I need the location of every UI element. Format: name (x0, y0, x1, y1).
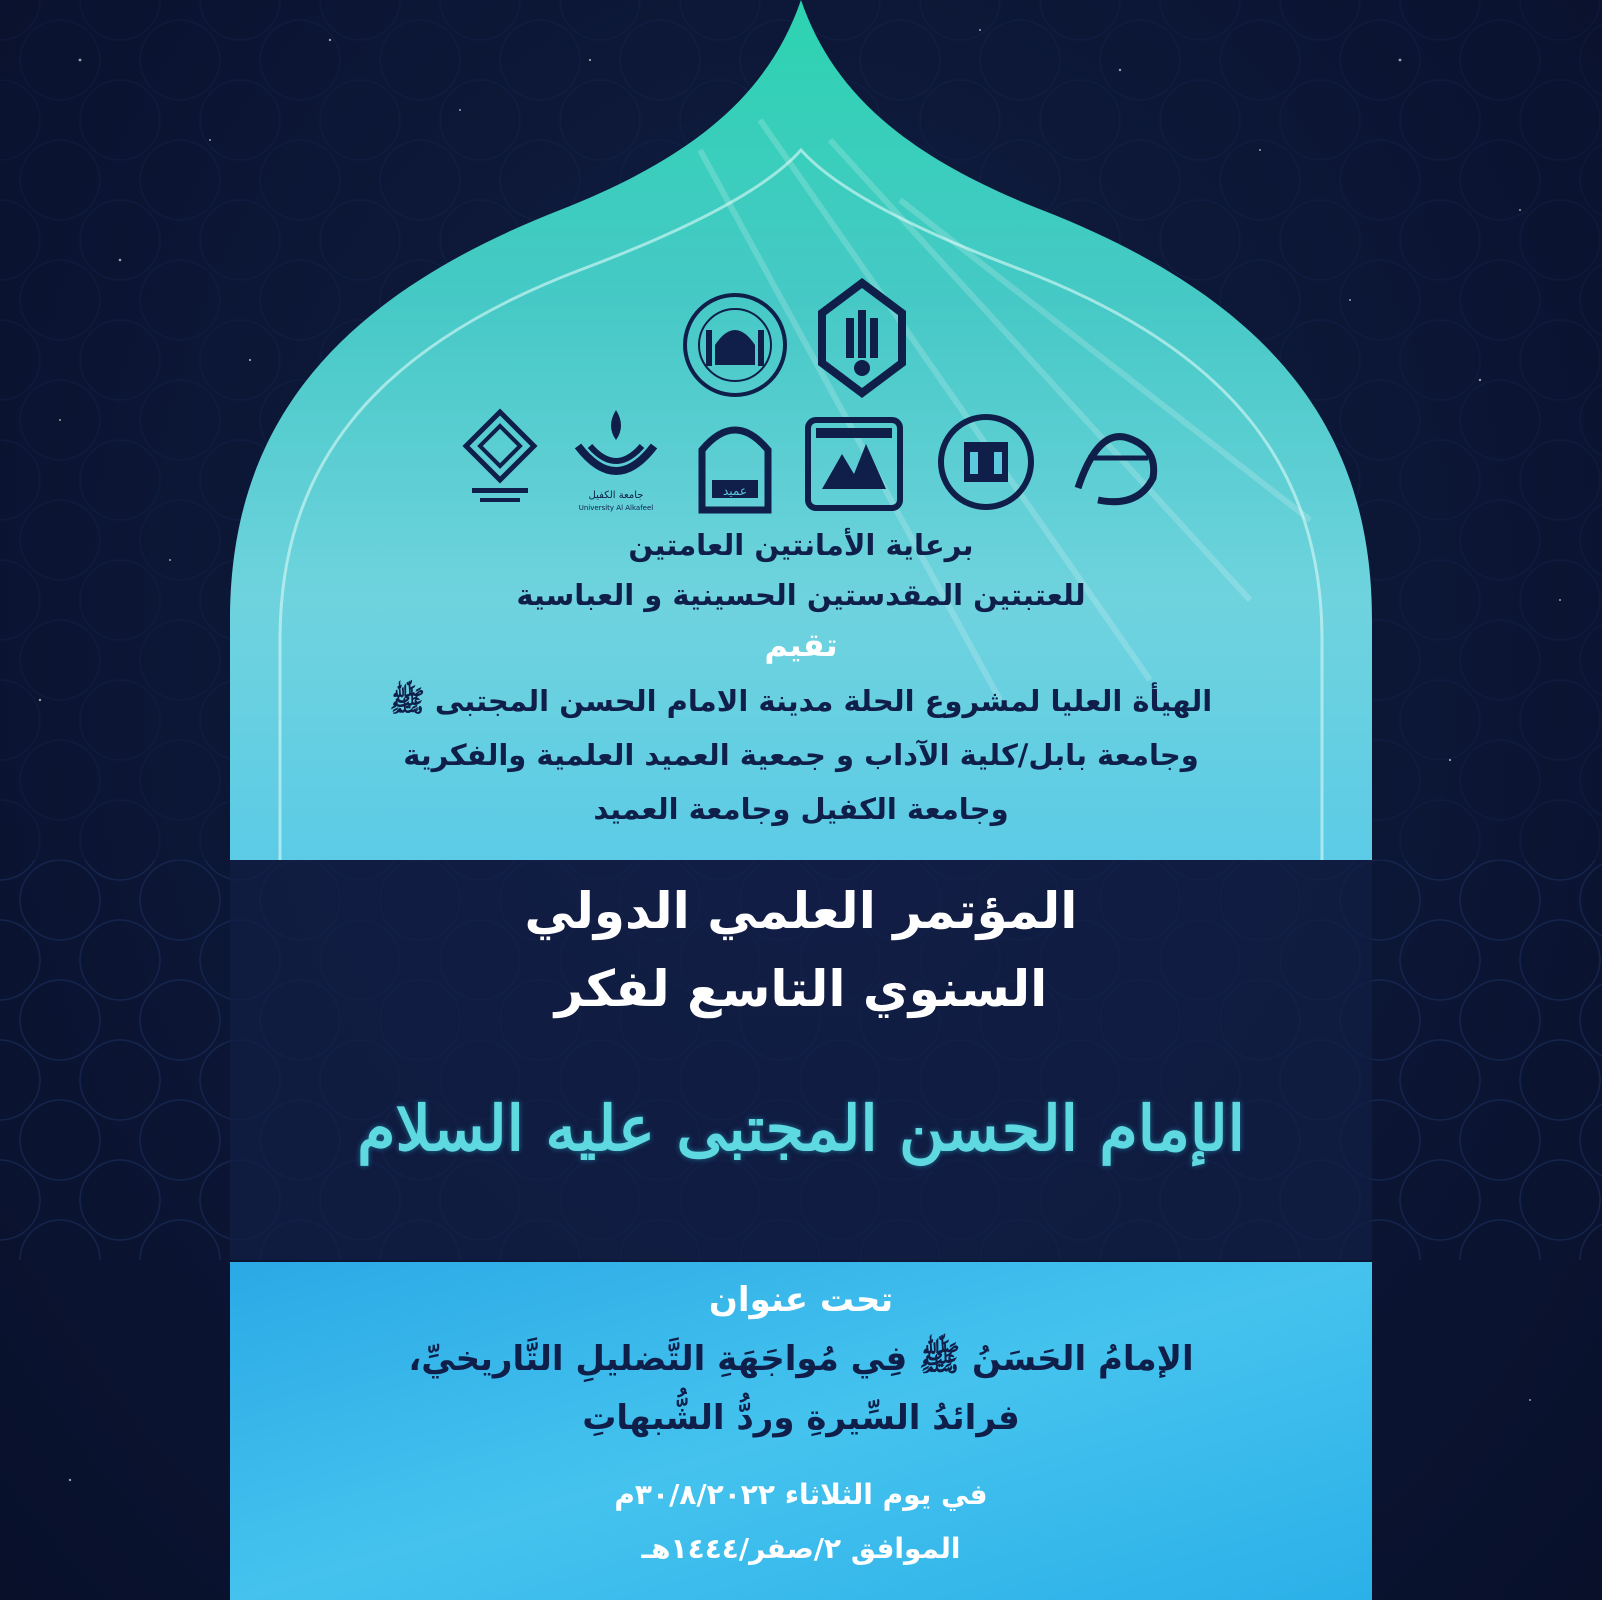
logo-kufic-square (462, 408, 538, 508)
logo-university-babylon (936, 412, 1036, 512)
imam-calligraphy: الإمام الحسن المجتبى عليه السلام (357, 1092, 1245, 1165)
patronage-line-1: برعاية الأمانتين العامتين (628, 528, 974, 562)
kafeel-logo-text: جامعة الكفيل (588, 490, 644, 501)
logo-husseini-shrine (680, 290, 790, 400)
logo-al-ameed (692, 410, 778, 514)
conference-title-line-2: السنوي التاسع لفكر (554, 960, 1048, 1018)
logo-babylon-calligraphy (1068, 418, 1168, 513)
date-gregorian: في يوم الثلاثاء ٣٠/٨/٢٠٢٢م (614, 1478, 988, 1511)
organizers-line-3: وجامعة الكفيل وجامعة العميد (593, 792, 1009, 826)
patronage-line-2: للعتبتين المقدستين الحسينية و العباسية (516, 578, 1086, 612)
presents-heading: تقيم (764, 626, 838, 664)
date-hijri: الموافق ٢/صفر/١٤٤٤هـ (641, 1532, 961, 1565)
theme-heading: تحت عنوان (708, 1280, 894, 1320)
logo-abbasi-shrine (812, 278, 912, 398)
amid-logo-text: عميد (722, 484, 748, 498)
logo-alkafeel-university (568, 406, 664, 512)
theme-line-2: فرائدُ السِّيرةِ وردُّ الشُّبهاتِ (582, 1398, 1020, 1438)
theme-line-1: الإمامُ الحَسَنُ ﷺ فِي مُواجَهَةِ التَّضليلِ التَّاريخيِّ، (408, 1339, 1194, 1379)
conference-title-line-1: المؤتمر العلمي الدولي (524, 882, 1078, 940)
kafeel-logo-text-en: University Al Alkafeel (578, 504, 654, 512)
organizers-line-2: وجامعة بابل/كلية الآداب و جمعية العميد العلمية والفكرية (403, 738, 1199, 772)
organizers-line-1: الهيأة العليا لمشروع الحلة مدينة الامام الحسن المجتبى ﷺ (389, 684, 1213, 718)
logo-college-of-arts (802, 414, 906, 514)
